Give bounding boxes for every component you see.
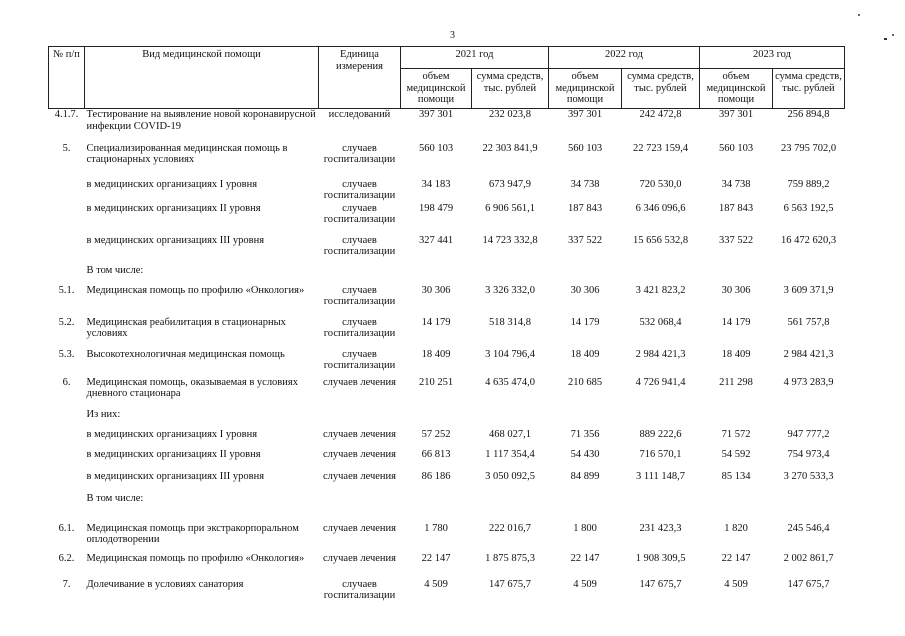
- sum-2023: 245 546,4: [787, 522, 830, 534]
- sum-2022: 720 530,0: [639, 178, 682, 190]
- volume-2023: 85 134: [721, 470, 751, 482]
- volume-2022: 187 843: [567, 202, 603, 214]
- sum-2023: 947 777,2: [787, 428, 830, 440]
- unit-of-measure: случаев госпитализации: [323, 316, 396, 339]
- sum-2023: 2 984 421,3: [783, 348, 834, 360]
- subhead-label: В том числе:: [86, 492, 144, 504]
- table-row: [49, 317, 845, 349]
- unit-of-measure: случаев госпитализации: [323, 348, 396, 371]
- volume-2021: 30 306: [421, 284, 451, 296]
- sum-2023: 3 270 533,3: [783, 470, 834, 482]
- sum-2023: 6 563 192,5: [783, 202, 834, 214]
- sum-2021: 147 675,7: [489, 578, 531, 590]
- page-number: 3: [450, 30, 455, 41]
- unit-of-measure: случаев госпитализации: [323, 202, 396, 225]
- table-header: [49, 47, 845, 109]
- volume-2022: 84 899: [570, 470, 600, 482]
- volume-2023: 14 179: [721, 316, 751, 328]
- volume-2021: 22 147: [421, 552, 451, 564]
- volume-2023: 18 409: [721, 348, 751, 360]
- volume-2022: 1 800: [573, 522, 597, 534]
- table-row: [49, 285, 845, 317]
- volume-2021: 198 479: [418, 202, 454, 214]
- unit-of-measure: случаев госпитализации: [323, 234, 396, 257]
- empty-cell: [49, 493, 85, 523]
- header-sum-2023: сумма средств, тыс. рублей: [773, 69, 845, 109]
- row-number: 5.: [62, 142, 71, 154]
- table-row: [49, 579, 845, 605]
- row-number: [49, 203, 85, 235]
- sum-2023: 23 795 702,0: [780, 142, 837, 154]
- row-number: 5.3.: [58, 348, 75, 360]
- header-volume-2021: объем медицинской помощи: [401, 69, 472, 109]
- unit-of-measure: случаев лечения: [323, 552, 396, 564]
- sum-2023: 561 757,8: [787, 316, 830, 328]
- subhead-row: [49, 265, 845, 285]
- sum-2021: 14 723 332,8: [482, 234, 538, 246]
- sum-2023: 3 609 371,9: [783, 284, 834, 296]
- row-number: [49, 235, 85, 265]
- sum-2021: 3 050 092,5: [485, 470, 535, 482]
- table-row: [49, 377, 845, 409]
- header-volume-2023: объем медицинской помощи: [700, 69, 773, 109]
- row-number: 6.: [62, 376, 71, 388]
- volume-2022: 4 509: [573, 578, 597, 590]
- sum-2022: 716 570,1: [639, 448, 682, 460]
- volume-2023: 71 572: [721, 428, 751, 440]
- row-number: 5.1.: [58, 284, 75, 296]
- volume-2023: 22 147: [721, 552, 751, 564]
- sum-2023: 16 472 620,3: [780, 234, 837, 246]
- row-number: 6.2.: [58, 552, 75, 564]
- unit-of-measure: случаев госпитализации: [323, 578, 396, 601]
- subhead-label: В том числе:: [86, 264, 144, 276]
- table-body: [49, 109, 845, 605]
- row-number: [49, 471, 85, 493]
- care-type: в медицинских организациях III уровня: [86, 470, 265, 482]
- sum-2022: 6 346 096,6: [635, 202, 686, 214]
- table-row: [49, 449, 845, 471]
- table-row: [49, 109, 845, 143]
- unit-of-measure: случаев госпитализации: [323, 142, 396, 165]
- volume-2023: 1 820: [724, 522, 748, 534]
- volume-2021: 86 186: [421, 470, 451, 482]
- care-type: Высокотехнологичная медицинская помощь: [86, 348, 285, 360]
- sum-2022: 231 423,3: [639, 522, 682, 534]
- sum-2023: 256 894,8: [787, 109, 830, 120]
- header-year-2022: 2022 год: [549, 47, 700, 69]
- sum-2021: 673 947,9: [489, 178, 531, 190]
- sum-2021: 4 635 474,0: [485, 376, 535, 388]
- care-type: в медицинских организациях II уровня: [86, 448, 261, 460]
- volume-2023: 187 843: [718, 202, 754, 214]
- header-sum-2022: сумма средств, тыс. рублей: [622, 69, 700, 109]
- header-year-2021: 2021 год: [401, 47, 549, 69]
- volume-2022: 71 356: [570, 428, 600, 440]
- sum-2021: 468 027,1: [489, 428, 531, 440]
- sum-2023: 147 675,7: [787, 578, 830, 590]
- volume-2021: 1 780: [424, 522, 448, 534]
- row-number: 6.1.: [58, 522, 75, 534]
- header-unit: Единица измерения: [319, 47, 401, 109]
- volume-2022: 397 301: [567, 109, 603, 120]
- sum-2021: 518 314,8: [489, 316, 531, 328]
- volume-2023: 4 509: [724, 578, 748, 590]
- header-volume-2022: объем медицинской помощи: [549, 69, 622, 109]
- volume-2021: 66 813: [421, 448, 451, 460]
- sum-2021: 3 326 332,0: [485, 284, 535, 296]
- sum-2022: 3 421 823,2: [635, 284, 686, 296]
- header-year-2023: 2023 год: [700, 47, 845, 69]
- scan-speck: [858, 14, 860, 16]
- volume-2022: 30 306: [570, 284, 600, 296]
- volume-2023: 560 103: [718, 142, 754, 154]
- care-type: Медицинская реабилитация в стационарных условиях: [86, 316, 286, 339]
- unit-of-measure: случаев госпитализации: [323, 178, 396, 201]
- volume-2022: 14 179: [570, 316, 600, 328]
- sum-2022: 4 726 941,4: [635, 376, 686, 388]
- sum-2022: 532 068,4: [639, 316, 682, 328]
- volume-2021: 210 251: [418, 376, 454, 388]
- volume-2022: 54 430: [570, 448, 600, 460]
- sum-2023: 754 973,4: [787, 448, 830, 460]
- care-type: Долечивание в условиях санатория: [86, 578, 244, 590]
- volume-2022: 210 685: [567, 376, 603, 388]
- volume-2023: 337 522: [718, 234, 754, 246]
- volume-2021: 14 179: [421, 316, 451, 328]
- empty-cell: [49, 265, 85, 285]
- unit-of-measure: случаев лечения: [323, 470, 396, 482]
- sum-2023: 4 973 283,9: [783, 376, 834, 388]
- unit-of-measure: исследований: [328, 109, 391, 120]
- sum-2021: 3 104 796,4: [485, 348, 535, 360]
- sum-2022: 147 675,7: [639, 578, 682, 590]
- sum-2023: 2 002 861,7: [783, 552, 834, 564]
- volume-2021: 560 103: [418, 142, 454, 154]
- table-row: [49, 429, 845, 449]
- scan-speck: [892, 34, 894, 36]
- volume-2023: 54 592: [721, 448, 751, 460]
- sum-2023: 759 889,2: [787, 178, 830, 190]
- sum-2021: 1 117 354,4: [485, 448, 535, 460]
- volume-2023: 397 301: [718, 109, 754, 120]
- row-number: 7.: [62, 578, 71, 590]
- unit-of-measure: случаев лечения: [323, 448, 396, 460]
- care-type: Медицинская помощь, оказываемая в условиях дневного стационара: [86, 376, 298, 399]
- table-row: [49, 203, 845, 235]
- row-number: [49, 179, 85, 203]
- volume-2023: 211 298: [719, 376, 753, 388]
- table-row: [49, 471, 845, 493]
- volume-2021: 57 252: [421, 428, 451, 440]
- sum-2021: 1 875 875,3: [485, 552, 535, 564]
- care-type: Медицинская помощь по профилю «Онкология»: [86, 552, 305, 564]
- sum-2022: 22 723 159,4: [632, 142, 689, 154]
- table-row: [49, 553, 845, 579]
- table-row: [49, 143, 845, 179]
- unit-of-measure: случаев лечения: [323, 428, 396, 440]
- care-type: в медицинских организациях I уровня: [86, 178, 258, 190]
- subhead-label: Из них:: [86, 408, 121, 420]
- care-type: Медицинская помощь при экстракорпоральном оплодотворении: [86, 522, 299, 545]
- unit-of-measure: случаев лечения: [323, 376, 396, 388]
- header-type: Вид медицинской помощи: [85, 47, 319, 109]
- volume-2021: 34 183: [421, 178, 451, 190]
- unit-of-measure: случаев госпитализации: [323, 284, 396, 307]
- unit-of-measure: случаев лечения: [323, 522, 396, 534]
- volume-2022: 560 103: [567, 142, 603, 154]
- volume-2021: 397 301: [418, 109, 454, 120]
- sum-2022: 242 472,8: [639, 109, 682, 120]
- header-num: № п/п: [49, 47, 85, 109]
- care-type: в медицинских организациях I уровня: [86, 428, 258, 440]
- row-number: [49, 449, 85, 471]
- volume-2023: 34 738: [721, 178, 751, 190]
- table-row: [49, 179, 845, 203]
- sum-2022: 3 111 148,7: [635, 470, 686, 482]
- row-number: 5.2.: [58, 316, 75, 328]
- sum-2021: 232 023,8: [489, 109, 531, 120]
- sum-2022: 1 908 309,5: [635, 552, 686, 564]
- sum-2022: 2 984 421,3: [635, 348, 686, 360]
- volume-2022: 34 738: [570, 178, 600, 190]
- volume-2022: 337 522: [567, 234, 603, 246]
- volume-2023: 30 306: [721, 284, 751, 296]
- sum-2022: 15 656 532,8: [632, 234, 689, 246]
- medical-care-table: [48, 46, 845, 605]
- row-number: [49, 429, 85, 449]
- volume-2022: 22 147: [570, 552, 600, 564]
- table-row: [49, 523, 845, 553]
- table-row: [49, 349, 845, 377]
- header-sum-2021: сумма средств, тыс. рублей: [472, 69, 549, 109]
- sum-2021: 6 906 561,1: [485, 202, 535, 214]
- row-number: 4.1.7.: [54, 109, 79, 120]
- volume-2021: 327 441: [418, 234, 454, 246]
- volume-2022: 18 409: [570, 348, 600, 360]
- care-type: Тестирование на выявление новой коронавирусной инфекции COVID-19: [86, 109, 316, 132]
- empty-cell: [49, 409, 85, 429]
- subhead-row: [49, 493, 845, 523]
- care-type: Специализированная медицинская помощь в стационарных условиях: [86, 142, 288, 165]
- volume-2021: 4 509: [424, 578, 448, 590]
- sum-2021: 22 303 841,9: [482, 142, 538, 154]
- sum-2022: 889 222,6: [639, 428, 682, 440]
- table-row: [49, 235, 845, 265]
- sum-2021: 222 016,7: [489, 522, 531, 534]
- care-type: в медицинских организациях II уровня: [86, 202, 261, 214]
- subhead-row: [49, 409, 845, 429]
- scan-speck: [884, 38, 887, 40]
- care-type: в медицинских организациях III уровня: [86, 234, 265, 246]
- care-type: Медицинская помощь по профилю «Онкология»: [86, 284, 305, 296]
- volume-2021: 18 409: [421, 348, 451, 360]
